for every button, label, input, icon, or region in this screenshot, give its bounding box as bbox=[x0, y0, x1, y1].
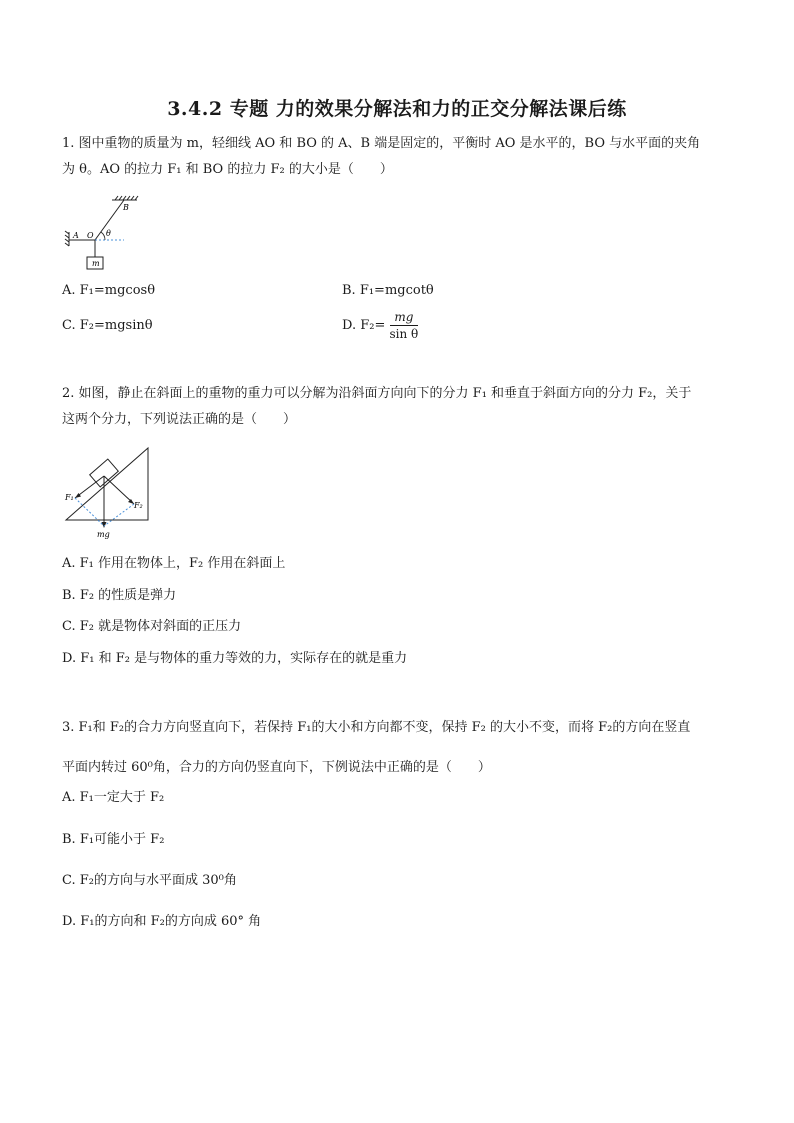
fraction-denominator: sin θ bbox=[389, 327, 419, 341]
label-mg: mg bbox=[97, 530, 110, 539]
question-2-option-c: C. F₂ 就是物体对斜面的正压力 bbox=[62, 619, 242, 634]
page-title: 3.4.2 专题 力的效果分解法和力的正交分解法课后练 bbox=[167, 98, 627, 120]
option-d-fraction bbox=[390, 309, 419, 342]
label-A: A bbox=[73, 231, 79, 240]
label-F2: F₂ bbox=[134, 501, 143, 510]
question-3-line-2: 平面内转过 60⁰角，合力的方向仍竖直向下，下例说法中正确的是（ ） bbox=[62, 760, 491, 775]
dash-f1-mg bbox=[75, 498, 104, 526]
question-3-option-c: C. F₂的方向与水平面成 30⁰角 bbox=[62, 873, 237, 888]
question-2-line-2: 这两个分力，下列说法正确的是（ ） bbox=[62, 412, 297, 427]
question-1 bbox=[62, 131, 734, 183]
label-O: O bbox=[87, 231, 94, 240]
f2-arrow bbox=[104, 476, 134, 504]
question-3-option-b: B. F₁可能小于 F₂ bbox=[62, 832, 165, 847]
ceiling-hatch bbox=[112, 196, 138, 200]
question-2 bbox=[62, 381, 734, 433]
question-3 bbox=[62, 708, 734, 788]
question-1-option-c: C. F₂=mgsinθ bbox=[62, 318, 153, 333]
question-3-line-1: 3. F₁和 F₂的合力方向竖直向下，若保持 F₁的大小和方向都不变，保持 F₂ 的大小不变，而将 F₂的方向在竖直 bbox=[62, 720, 691, 735]
question-1-option-b: B. F₁=mgcotθ bbox=[342, 283, 434, 298]
option-d-prefix: D. F₂= bbox=[342, 318, 386, 333]
wall-hatch bbox=[65, 231, 69, 246]
question-2-option-b: B. F₂ 的性质是弹力 bbox=[62, 588, 177, 603]
question-1-option-a: A. F₁=mgcosθ bbox=[62, 283, 156, 298]
label-m: m bbox=[92, 259, 100, 268]
question-1-option-d bbox=[342, 309, 418, 342]
question-1-figure bbox=[62, 194, 152, 274]
theta-arc bbox=[101, 232, 105, 240]
question-2-line-1: 2. 如图，静止在斜面上的重物的重力可以分解为沿斜面方向向下的分力 F₁ 和垂直于斜面方向的分力 F₂，关于 bbox=[62, 386, 692, 401]
question-2-option-a: A. F₁ 作用在物体上，F₂ 作用在斜面上 bbox=[62, 556, 286, 571]
dash-f2-mg bbox=[104, 504, 134, 526]
question-3-option-d: D. F₁的方向和 F₂的方向成 60° 角 bbox=[62, 914, 262, 929]
fraction-numerator: mg bbox=[390, 309, 419, 326]
question-2-figure bbox=[62, 446, 154, 540]
label-theta: θ bbox=[106, 229, 111, 238]
question-3-option-a: A. F₁一定大于 F₂ bbox=[62, 790, 165, 805]
question-2-option-d: D. F₁ 和 F₂ 是与物体的重力等效的力，实际存在的就是重力 bbox=[62, 651, 408, 666]
label-F1: F₁ bbox=[65, 493, 74, 502]
question-1-line-2: 为 θ。AO 的拉力 F₁ 和 BO 的拉力 F₂ 的大小是（ ） bbox=[62, 162, 393, 177]
question-1-line-1: 1. 图中重物的质量为 m，轻细线 AO 和 BO 的 A、B 端是固定的，平衡时 AO 是水平的，BO 与水平面的夹角 bbox=[62, 136, 701, 151]
label-B: B bbox=[123, 203, 129, 212]
gravity-arrowhead bbox=[102, 522, 107, 528]
